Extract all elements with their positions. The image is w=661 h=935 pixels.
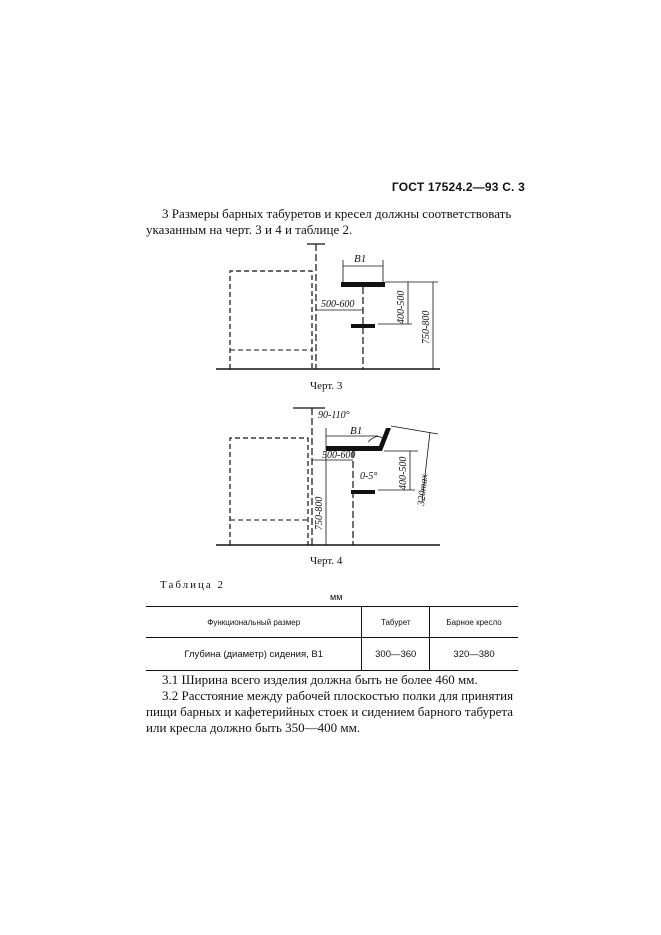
figure-3-caption: Черт. 3	[310, 380, 343, 392]
section-3-line-1: 3 Размеры барных табуретов и кресел должны соответствовать	[162, 206, 512, 221]
table-header-stool: Табурет	[362, 607, 430, 638]
section-3-1: 3.1 Ширина всего изделия должна быть не более 460 мм.	[162, 672, 478, 687]
section-3-line-2: указанным на черт. 3 и 4 и таблице 2.	[146, 222, 353, 237]
table-header-chair: Барное кресло	[430, 607, 518, 638]
table-cell-function: Глубина (диаметр) сидения, B1	[184, 648, 324, 660]
table-title: Таблица 2	[160, 579, 226, 591]
fig4-chair-footrest	[351, 490, 375, 494]
table-row	[146, 638, 518, 671]
fig4-counter-outline	[230, 438, 308, 545]
fig3-750-800-label: 750-800	[421, 310, 432, 344]
table-unit: мм	[330, 592, 343, 602]
fig4-320max-label: 320max	[416, 473, 431, 507]
fig4-b1-label: B1	[350, 425, 363, 437]
fig3-counter-outline	[230, 271, 312, 369]
table-header-row	[146, 607, 518, 638]
fig3-500-600-label: 500-600	[321, 299, 355, 310]
section-3-2-line-1: 3.2 Расстояние между рабочей плоскостью полки для принятия	[162, 688, 514, 703]
fig4-500-600-label: 500-600	[322, 450, 356, 461]
fig3-b1-label: B1	[354, 253, 367, 265]
table-cell-chair: 320—380	[430, 638, 518, 671]
table-cell-stool: 300—360	[362, 638, 430, 671]
fig3-stool-footrest	[351, 324, 375, 328]
figure-4-drawing	[200, 402, 460, 552]
page-header: ГОСТ 17524.2—93 С. 3	[391, 180, 525, 194]
table-header-function: Функциональный размер	[146, 607, 362, 638]
table-2	[146, 606, 518, 671]
fig4-chair-backrest	[377, 428, 391, 451]
fig3-stool-seat	[341, 282, 385, 287]
fig4-90-110-label: 90-110°	[318, 410, 350, 421]
fig4-750-800-label: 750-800	[314, 496, 325, 530]
section-3-2-line-3: или кресла должно быть 350—400 мм.	[146, 720, 361, 735]
figure-4-caption: Черт. 4	[310, 555, 343, 567]
section-3-2-line-2: пищи барных и кафетерийных стоек и сидением барного табурета	[146, 704, 514, 719]
fig4-400-500-label: 400-500	[398, 456, 409, 490]
figure-3-drawing	[200, 238, 460, 378]
fig3-400-500-label: 400-500	[396, 290, 407, 324]
fig4-back-ext-line	[391, 426, 438, 434]
fig4-0-5-label: 0-5°	[360, 471, 378, 482]
